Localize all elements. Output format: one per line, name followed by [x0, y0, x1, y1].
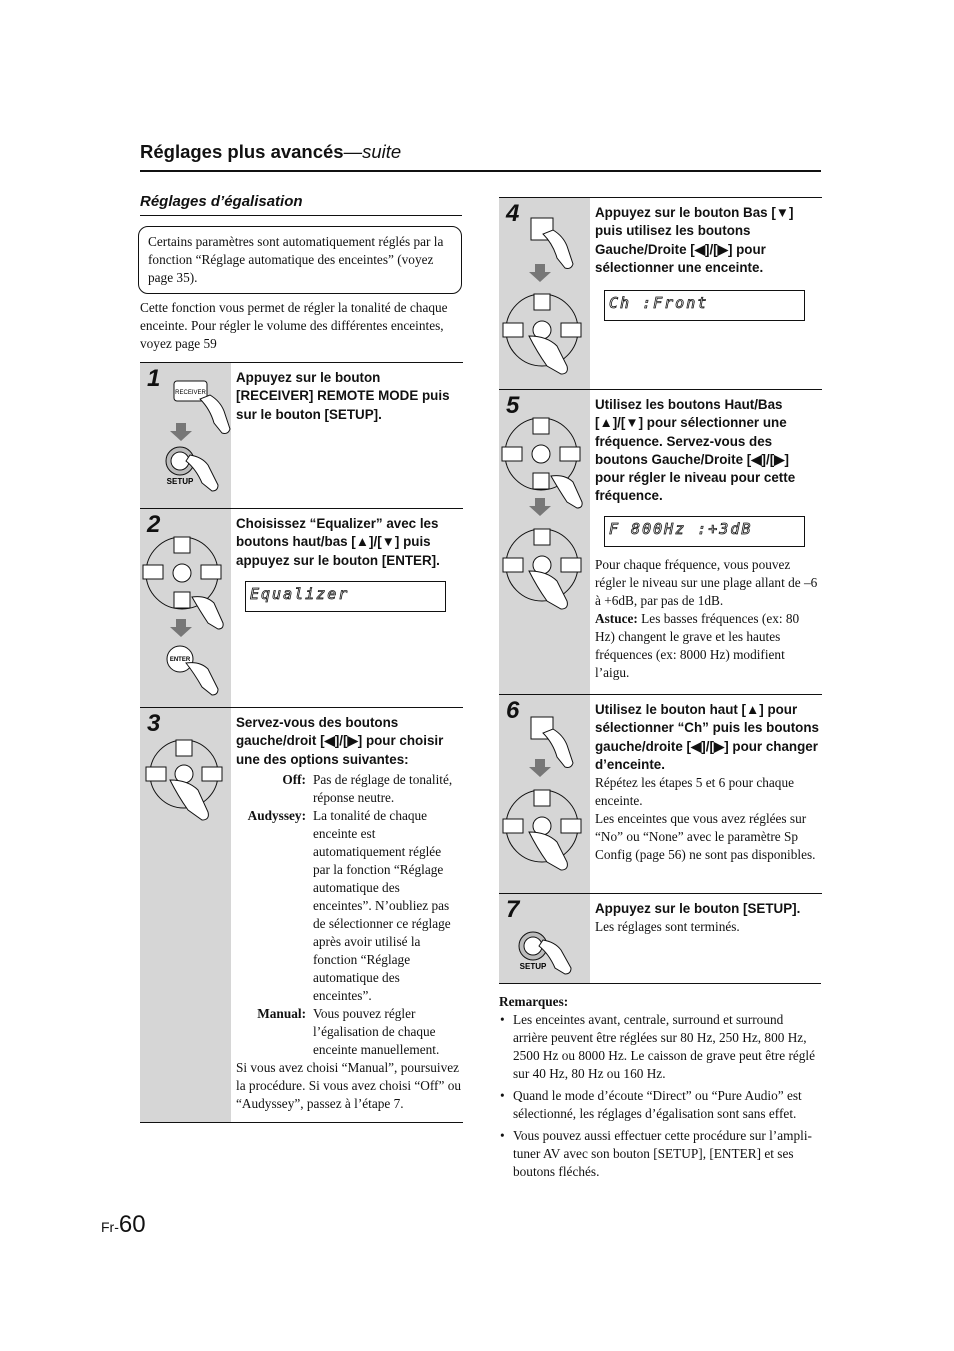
lcd-display: Ch :Front: [604, 290, 805, 321]
setup-icon-label: SETUP: [166, 477, 194, 486]
note-box: Certains paramètres sont automatiquement réglés par la fonction “Réglage automatique des enceintes” (voyez page 35).: [138, 226, 462, 294]
step-3-illustration: [140, 708, 231, 1122]
setup-button-icon: [499, 894, 590, 984]
option-desc: Vous pouvez régler l’égalisation de chaque enceinte manuellement.: [313, 1005, 440, 1057]
option-label: Manual:: [257, 1005, 306, 1021]
step-6: [499, 694, 822, 894]
step-5-instruction: Utilisez les boutons Haut/Bas [▲]/[▼] pour sélectionner une fréquence. Servez-vous des boutons Gauche/Droite [◀]/[▶] pour régler le niveau pour cette fréquence.: [595, 397, 796, 504]
option-label: Off:: [282, 771, 306, 787]
setup-icon-label: SETUP: [519, 962, 547, 971]
option-label: Audyssey:: [247, 807, 306, 823]
remarks-list: [499, 1011, 821, 1181]
step-number: 7: [506, 896, 520, 923]
lcd-display: Equalizer: [245, 581, 446, 612]
step-4: [499, 197, 822, 390]
step-number: 4: [506, 200, 520, 227]
step-3-instruction: Servez-vous des boutons gauche/droit [◀]/[▶] pour choisir une des options suivantes:: [236, 715, 444, 767]
enter-icon-label: ENTER: [169, 657, 191, 663]
step-2-illustration: [140, 509, 231, 708]
option-off: [236, 771, 461, 807]
option-manual: [236, 1005, 461, 1059]
remarks: [499, 983, 821, 1185]
step-6-body: Répétez les étapes 5 et 6 pour chaque enceinte.: [595, 775, 794, 809]
option-audyssey: [236, 807, 461, 1005]
header-title: Réglages plus avancés—suite: [140, 141, 402, 162]
step-7: [499, 893, 822, 984]
arrow-keys-icon: [140, 708, 231, 838]
tip-label: Astuce:: [595, 610, 638, 626]
step-6-illustration: [499, 695, 590, 894]
page-number: [101, 1211, 146, 1239]
step-5-tip: [595, 610, 820, 682]
step-1: [140, 362, 463, 509]
step-number: 6: [506, 697, 520, 724]
arrow-keys-icon: [140, 509, 231, 708]
remarks-title: Remarques:: [499, 994, 569, 1009]
down-then-arrows-icon: [499, 198, 590, 390]
option-desc: Pas de réglage de tonalité, réponse neutre.: [313, 771, 453, 805]
step-number: 2: [147, 511, 161, 538]
step-3-followup: Si vous avez choisi “Manual”, poursuivez la procédure. Si vous avez choisi “Off” ou “Audyssey”, passez à l’étape 7.: [236, 1059, 461, 1111]
arrow-keys-icon: [499, 390, 590, 630]
step-number: 3: [147, 710, 161, 737]
step-2-instruction: Choisissez “Equalizer” avec les boutons haut/bas [▲]/[▼] puis appuyez sur le bouton [ENTER].: [236, 516, 440, 568]
step-5: [499, 389, 822, 695]
step-6-instruction: Utilisez le bouton haut [▲] pour sélectionner “Ch” puis les boutons gauche/droite [◀]/[▶] pour changer d’enceinte.: [595, 702, 819, 772]
step-7-instruction: Appuyez sur le bouton [SETUP].: [595, 901, 801, 916]
step-number: 1: [147, 365, 161, 392]
remark-item: • Les enceintes avant, centrale, surround et surround arrière peuvent être réglées sur 80 Hz, 250 Hz, 800 Hz, 2500 Hz ou 8000 Hz. Le caisson de grave peut être réglé sur 40 Hz, 80 Hz ou 160 Hz.: [499, 1011, 821, 1083]
step-1-instruction: Appuyez sur le bouton [RECEIVER] REMOTE MODE puis sur le bouton [SETUP].: [236, 370, 450, 422]
step-6-body-2: Les enceintes que vous avez réglées sur “No” ou “None” avec le paramètre Sp Config (page 56) ne sont pas disponibles.: [595, 811, 816, 863]
step-5-illustration: [499, 390, 590, 695]
page-num: 60: [118, 1211, 146, 1238]
tip-text: Les basses fréquences (ex: 80 Hz) changent le grave et les hautes fréquences (ex: 8000 Hz) modifient l’aigu.: [595, 610, 800, 680]
lcd-display: F 800Hz :+3dB: [604, 516, 805, 547]
remark-item: • Quand le mode d’écoute “Direct” ou “Pure Audio” est sélectionné, les réglages d’égalisation sont sans effet.: [499, 1087, 821, 1123]
receiver-icon-label: RECEIVER: [175, 390, 206, 396]
section-title: Réglages d’égalisation: [140, 193, 462, 216]
remote-hand-icon: [140, 363, 231, 509]
step-1-illustration: [140, 363, 231, 509]
step-number: 5: [506, 392, 520, 419]
step-4-illustration: [499, 198, 590, 390]
intro-text: Cette fonction vous permet de régler la tonalité de chaque enceinte. Pour régler le volume des différentes enceintes, voyez page 59: [140, 300, 448, 351]
step-3: [140, 707, 463, 1123]
step-7-body: Les réglages sont terminés.: [595, 919, 740, 935]
up-then-arrows-icon: [499, 695, 590, 894]
option-desc: La tonalité de chaque enceinte est automatiquement réglée par la fonction “Réglage automatique des enceintes”. N’oubliez pas de sélectionner ce réglage après avoir utilisé la fonction “Réglage automatique des enceintes”.: [313, 807, 451, 1003]
step-5-body: Pour chaque fréquence, vous pouvez régler le niveau sur une plage allant de –6 à +6dB, par pas de 1dB.: [595, 556, 818, 608]
remark-item: • Vous pouvez aussi effectuer cette procédure sur l’ampli-tuner AV avec son bouton [SETUP], [ENTER] et ses boutons fléchés.: [499, 1127, 821, 1181]
step-7-illustration: [499, 894, 590, 984]
page-prefix: Fr-: [101, 1219, 119, 1235]
step-4-instruction: Appuyez sur le bouton Bas [▼] puis utilisez les boutons Gauche/Droite [◀]/[▶] pour sélectionner une enceinte.: [595, 205, 794, 275]
page-header: [140, 140, 821, 172]
step-2: [140, 508, 463, 708]
